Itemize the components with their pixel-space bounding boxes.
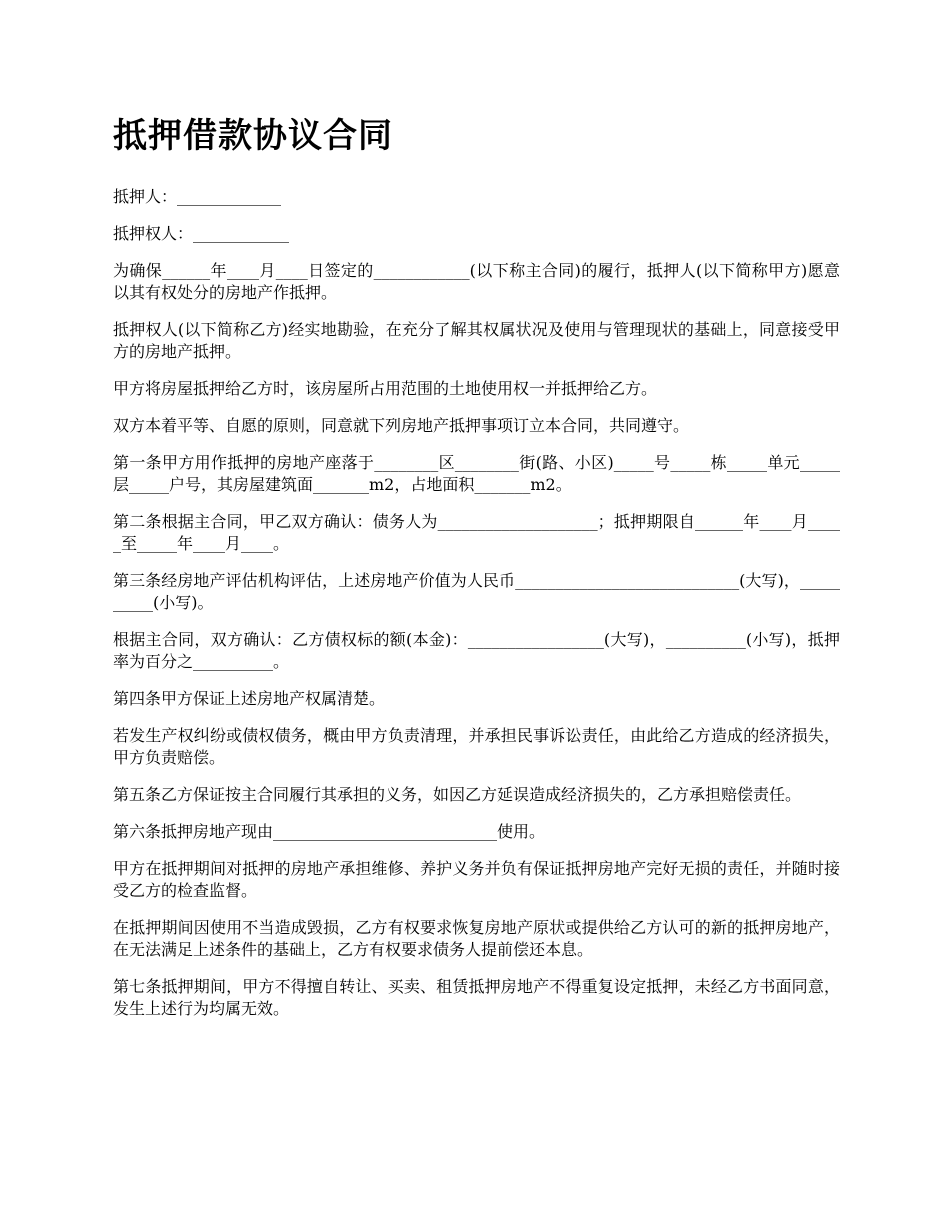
paragraph-damage: 在抵押期间因使用不当造成毁损，乙方有权要求恢复房地产原状或提供给乙方认可的新的抵押房地产，在无法满足上述条件的基础上，乙方有权要求债务人提前偿还本息。 xyxy=(113,918,840,959)
document-page xyxy=(113,110,840,1035)
paragraph-purpose: 为确保______年____月____日签定的____________(以下称主合同)的履行，抵押人(以下简称甲方)愿意以其有权处分的房地产作抵押。 xyxy=(113,261,840,302)
paragraph-article-1: 第一条甲方用作抵押的房地产座落于________区________街(路、小区)_____号_____栋_____单元_____层_____户号，其房屋建筑面_______m2，占地面积_______m2。 xyxy=(113,453,840,494)
paragraph-mortgagee: 抵押权人：____________ xyxy=(113,224,290,243)
paragraph-article-7: 第七条抵押期间，甲方不得擅自转让、买卖、租赁抵押房地产不得重复设定抵押，未经乙方书面同意，发生上述行为均属无效。 xyxy=(113,977,840,1018)
paragraph-article-2: 第二条根据主合同，甲乙双方确认：债务人为____________________；抵押期限自______年____月_____至_____年____月____。 xyxy=(113,512,840,553)
document-title: 抵押借款协议合同 xyxy=(113,116,393,156)
paragraph-principle: 双方本着平等、自愿的原则，同意就下列房地产抵押事项订立本合同，共同遵守。 xyxy=(113,416,690,435)
paragraph-mortgagor: 抵押人：_____________ xyxy=(113,187,282,206)
paragraph-land-use-right: 甲方将房屋抵押给乙方时，该房屋所占用范围的土地使用权一并抵押给乙方。 xyxy=(113,379,658,398)
paragraph-article-6: 第六条抵押房地产现由____________________________使用。 xyxy=(113,822,546,841)
paragraph-article-3: 第三条经房地产评估机构评估，上述房地产价值为人民币____________________________(大写)，__________(小写)。 xyxy=(113,571,840,612)
paragraph-maintenance: 甲方在抵押期间对抵押的房地产承担维修、养护义务并负有保证抵押房地产完好无损的责任，并随时接受乙方的检查监督。 xyxy=(113,859,840,900)
paragraph-disputes: 若发生产权纠纷或债权债务，概由甲方负责清理，并承担民事诉讼责任，由此给乙方造成的经济损失，甲方负责赔偿。 xyxy=(113,726,840,767)
paragraph-article-4: 第四条甲方保证上述房地产权属清楚。 xyxy=(113,689,386,708)
paragraph-article-5: 第五条乙方保证按主合同履行其承担的义务，如因乙方延误造成经济损失的，乙方承担赔偿责任。 xyxy=(113,785,802,804)
paragraph-principal-amount: 根据主合同，双方确认：乙方债权标的额(本金)：_________________(大写)，__________(小写)，抵押率为百分之__________。 xyxy=(113,630,840,671)
paragraph-inspection: 抵押权人(以下简称乙方)经实地勘验，在充分了解其权属状况及使用与管理现状的基础上，同意接受甲方的房地产抵押。 xyxy=(113,320,840,361)
